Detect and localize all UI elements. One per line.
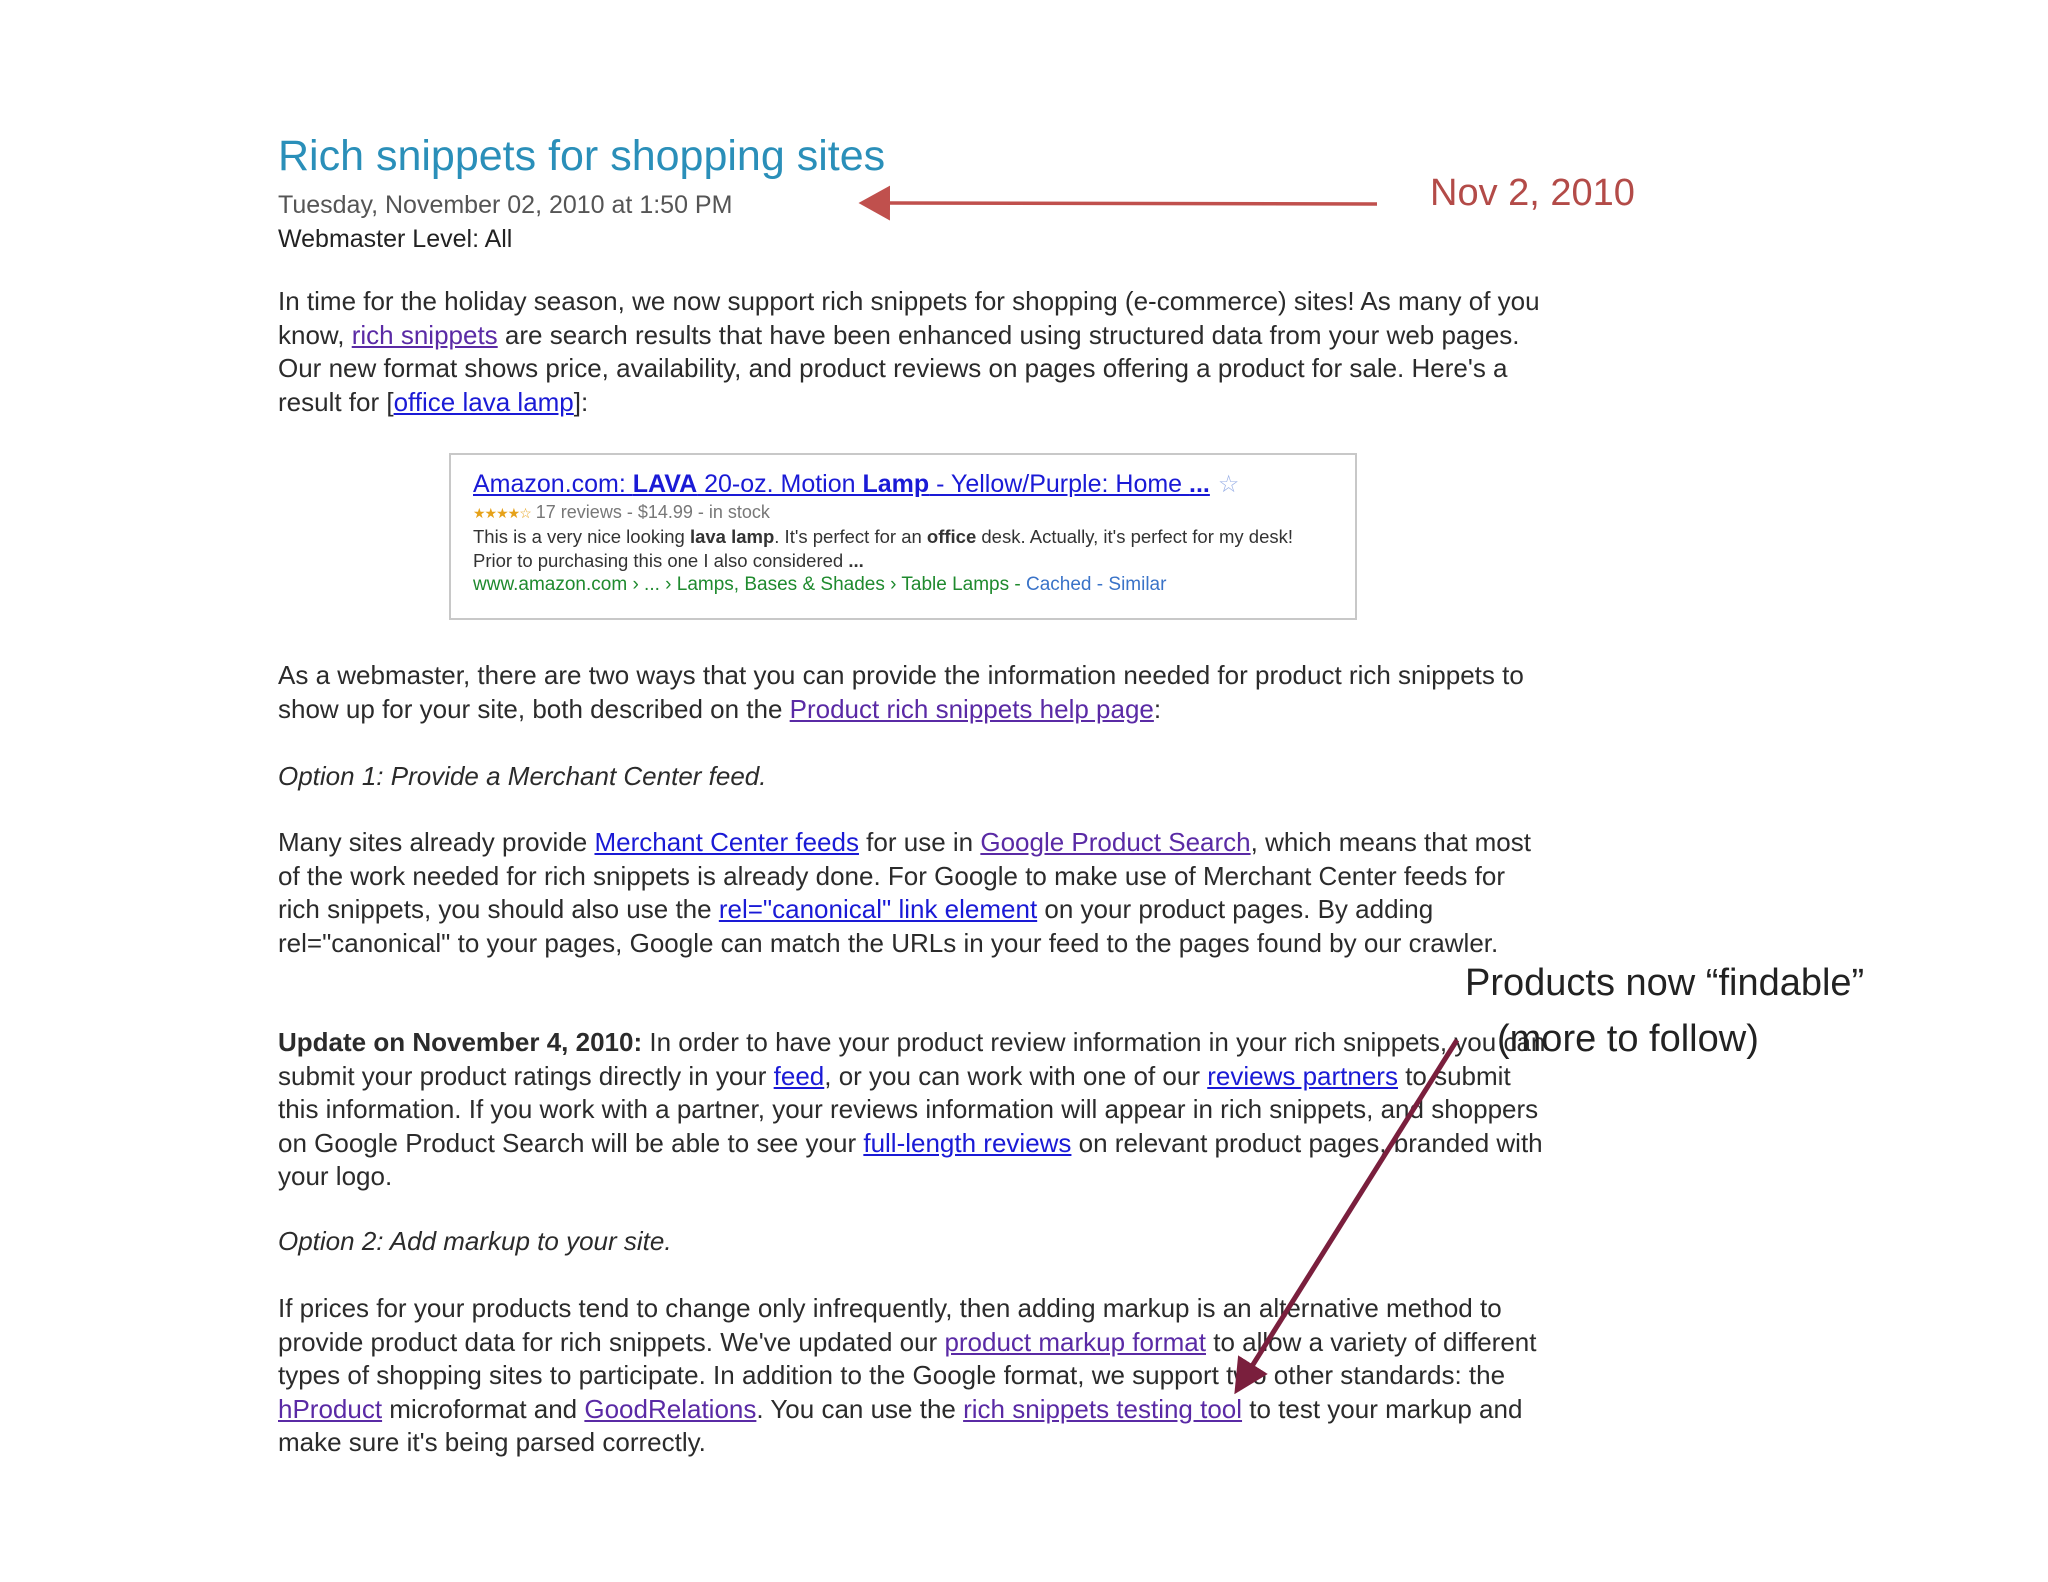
findable-arrow — [1237, 1040, 1457, 1390]
merchant-center-paragraph: Many sites already provide Merchant Center feeds for use in Google Product Search, which means that most of the work needed for rich snippets is already done. For Google to make use of Merchant Center feeds for rich snippets, you should also use the rel="canonical" link element on your product pages. By adding rel="canonical" to your pages, Google can match the URLs in your feed to the pages found by our crawler. — [278, 827, 1531, 958]
product-markup-format-link[interactable]: product markup format — [944, 1326, 1206, 1357]
google-product-search-link[interactable]: Google Product Search — [980, 827, 1251, 857]
text: In time for the holiday season, we now support rich snippets for shopping (e-commerce) sites! As many of you know, — [278, 286, 1540, 350]
update-paragraph: Update on November 4, 2010: In order to have your product review information in your rich snippets, you can submit your product ratings directly in your feed, or you can work with one of our reviews partners to submit this information. If you work with a partner, your reviews information will appear in rich snippets, and shoppers on Google Product Search will be able to see your full-length reviews on relevant product pages, branded with your logo. — [278, 1027, 1546, 1191]
option-2-heading: Option 2: Add markup to your site. — [278, 1226, 672, 1256]
product-rich-snippets-help-link[interactable]: Product rich snippets help page — [789, 693, 1154, 724]
result-title-link[interactable]: Amazon.com: LAVA 20-oz. Motion Lamp - Yellow/Purple: Home ... ☆ — [473, 468, 1333, 501]
goodrelations-link[interactable]: GoodRelations — [584, 1393, 757, 1424]
cached-link[interactable]: Cached — [1026, 574, 1092, 595]
markup-paragraph: If prices for your products tend to change only infrequently, then adding markup is an alternative method to provide product data for rich snippets. We've updated our product markup format to allow a variety of different types of shopping sites to participate. In addition to the Google format, we support two other standards: the hProduct microformat and GoodRelations. You can use the rich snippets testing tool to test your markup and make sure it's being parsed correctly. — [278, 1293, 1537, 1457]
reviews-partners-link[interactable]: reviews partners — [1207, 1060, 1398, 1091]
office-lava-lamp-link[interactable]: office lava lamp — [393, 386, 574, 417]
text: are search results that have been enhanced using structured data from your web pages. Our new format shows price, availability, and product reviews on pages offering a product for sale. Here's a result for [ — [278, 319, 1520, 417]
hproduct-link[interactable]: hProduct — [278, 1393, 383, 1424]
full-length-reviews-link[interactable]: full-length reviews — [863, 1127, 1072, 1158]
findable-line-2: (more to follow) — [1497, 1018, 1759, 1060]
rich-snippets-link[interactable]: rich snippets — [351, 319, 498, 350]
webmaster-paragraph: As a webmaster, there are two ways that you can provide the information needed for product rich snippets to show up for your site, both described on the Product rich snippets help page: — [278, 660, 1524, 724]
result-description: This is a very nice looking lava lamp. It's perfect for an office desk. Actually, it's perfect for my desk! Prior to purchasing this one I also considered ... — [473, 526, 1294, 571]
rich-snippets-testing-tool-link[interactable]: rich snippets testing tool — [963, 1393, 1243, 1424]
date-arrow — [862, 203, 1377, 204]
date-annotation: Nov 2, 2010 — [1430, 172, 1635, 214]
result-meta: ★★★★☆ 17 reviews - $14.99 - in stock — [473, 502, 770, 522]
rating-stars-icon: ★★★★☆ — [473, 505, 531, 521]
findable-line-1: Products now “findable” — [1465, 962, 1865, 1004]
merchant-center-feeds-link[interactable]: Merchant Center feeds — [594, 827, 859, 857]
webmaster-level: Webmaster Level: All — [278, 225, 513, 253]
result-url: www.amazon.com › ... › Lamps, Bases & Shades › Table Lamps - Cached - Similar — [473, 574, 1167, 595]
option-1-heading: Option 1: Provide a Merchant Center feed. — [278, 761, 767, 791]
text: ]: — [573, 386, 589, 417]
post-date: Tuesday, November 02, 2010 at 1:50 PM — [278, 191, 733, 219]
star-icon[interactable]: ☆ — [1217, 471, 1240, 498]
rel-canonical-link[interactable]: rel="canonical" link element — [718, 894, 1038, 924]
post-title[interactable]: Rich snippets for shopping sites — [278, 132, 886, 180]
feed-link[interactable]: feed — [773, 1060, 825, 1091]
similar-link[interactable]: Similar — [1108, 574, 1167, 595]
